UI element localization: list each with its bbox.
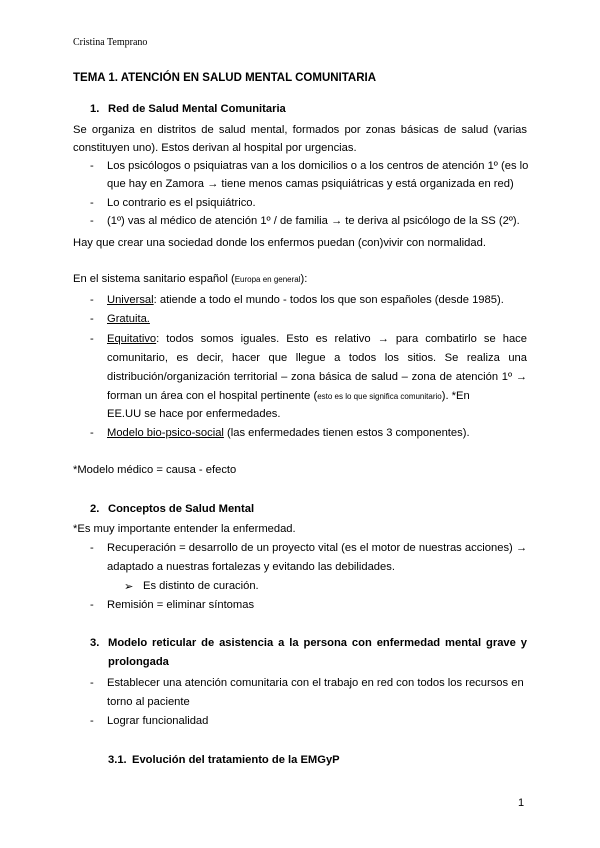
section-1-bullet-1-line-2: que hay en Zamora → tiene menos camas psiquiátricas y está organizada en red) [107,178,514,190]
equitativo-line-4-end: ). *En [441,390,470,402]
section-1-paragraph-3 [73,273,307,285]
equitativo-line-3: distribución/organización territorial – zona básica de salud – zona de atención 1º → [107,371,527,383]
equitativo-line-1 [107,333,527,345]
section-2-title: Conceptos de Salud Mental [108,503,255,515]
section-3-bullet-1-line-1: Establecer una atención comunitaria con el trabajo en red con todos los recursos en [107,677,524,689]
equitativo-line-5: EE.UU se hace por enfermedades. [107,408,281,420]
bullet-dash: - [90,197,94,209]
section-2-bullet-1-line-1: Recuperación = desarrollo de un proyecto vital (es el motor de nuestras acciones) → [107,542,528,554]
paragraph-3-end: ): [300,273,308,285]
bullet-dash: - [90,294,94,306]
bullet-dash: - [90,313,94,325]
bullet-dash: - [90,160,94,172]
section-1-bullet-2: Lo contrario es el psiquiátrico. [107,197,256,209]
section-1-title: Red de Salud Mental Comunitaria [108,103,286,115]
section-2-sub-bullet: Es distinto de curación. [143,580,259,592]
section-1-bullet-3: (1º) vas al médico de atención 1º / de familia → te deriva al psicólogo de la SS (2º). [107,215,520,227]
section-1-paragraph-line-2: constituyen uno). Estos derivan al hospital por urgencias. [73,142,357,154]
subsection-3-1-heading [108,754,340,766]
gratuita-bullet [107,313,150,325]
document-title: TEMA 1. ATENCIÓN EN SALUD MENTAL COMUNITARIA [73,72,377,84]
arrow-bullet-icon: ➢ [124,581,134,593]
bullet-dash: - [90,333,94,345]
modelo-bio-psico-social-term: Modelo bio-psico-social [107,427,224,439]
gratuita-term: Gratuita. [107,313,150,325]
modelo-bio-psico-social-text: (las enfermedades tienen estos 3 componentes). [223,427,470,439]
bullet-dash: - [90,715,94,727]
page-header-author: Cristina Temprano [73,37,148,48]
subsection-3-1-number: 3.1. [108,754,127,766]
section-3-number: 3. [90,637,100,649]
equitativo-term: Equitativo [107,333,157,345]
equitativo-line-1-text: : todos somos iguales. Esto es relativo → para combatirlo se hace [156,333,527,345]
section-2-number: 2. [90,503,100,515]
section-3-bullet-2: Lograr funcionalidad [107,715,209,727]
paragraph-3-small: Europa en general [234,275,301,284]
modelo-bio-psico-social-bullet [107,427,470,439]
bullet-dash: - [90,599,94,611]
universal-bullet [107,294,504,306]
section-1-paragraph-line-1: Se organiza en distritos de salud mental, formados por zonas básicas de salud (varias [73,124,527,136]
section-3-heading-line-2: prolongada [108,656,169,668]
bullet-dash: - [90,542,94,554]
equitativo-line-2: comunitario, es decir, hacer que llegue a todos los sitios. Se realiza una [107,352,527,364]
section-2-bullet-1-line-2: adaptado a nuestras fortalezas y evitando las debilidades. [107,561,395,573]
section-2-bullet-2: Remisión = eliminar síntomas [107,599,255,611]
section-1-number: 1. [90,103,100,115]
equitativo-line-4 [107,390,527,402]
universal-term: Universal [107,294,154,306]
bullet-dash: - [90,427,94,439]
bullet-dash: - [90,677,94,689]
section-2-heading [90,503,254,515]
section-3-bullet-1-line-2: torno al paciente [107,696,190,708]
section-3-heading-line-1 [90,637,527,649]
modelo-medico-note: *Modelo médico = causa - efecto [73,464,237,476]
section-3-title-line-1: Modelo reticular de asistencia a la persona con enfermedad mental grave y [108,637,527,649]
paragraph-3-main: En el sistema sanitario español ( [73,273,235,285]
equitativo-line-4-main: forman un área con el hospital pertinente ( [107,390,318,402]
section-1-paragraph-2: Hay que crear una sociedad donde los enfermos puedan (con)vivir con normalidad. [73,237,486,249]
subsection-3-1-title: Evolución del tratamiento de la EMGyP [132,754,340,766]
bullet-dash: - [90,215,94,227]
universal-text: : atiende a todo el mundo - todos los que son españoles (desde 1985). [153,294,504,306]
section-1-bullet-1-line-1: Los psicólogos o psiquiatras van a los domicilios o a los centros de atención 1º (es lo [107,160,529,172]
equitativo-line-4-small: esto es lo que significa comunitario [317,392,442,401]
section-2-paragraph: *Es muy importante entender la enfermedad. [73,523,296,535]
section-1-heading [90,103,286,115]
page-number: 1 [518,797,525,809]
